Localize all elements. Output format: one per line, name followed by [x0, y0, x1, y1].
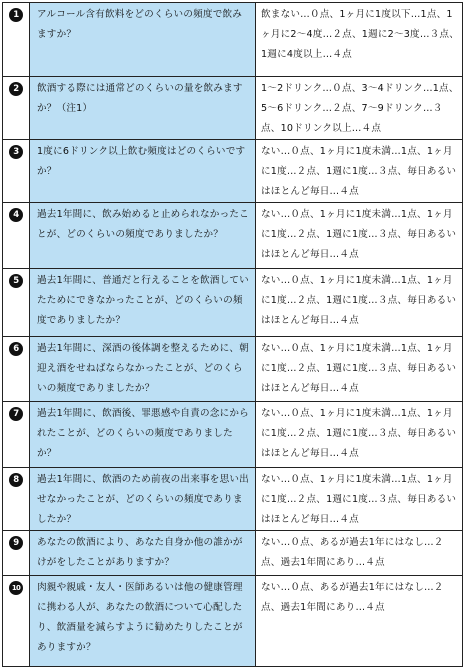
question-cell: [30, 468, 256, 531]
row-number-badge: 4: [9, 208, 23, 222]
question-text: あなたの飲酒により、あなた自身か他の誰かがけがをしたことがありますか？: [37, 537, 243, 568]
question-text: 飲酒する際には通常どのくらいの量を飲みますか？（注1）: [37, 83, 243, 114]
table-row: [3, 531, 463, 576]
question-cell: [30, 402, 256, 468]
table-row: [3, 140, 463, 203]
row-number-badge: 7: [9, 407, 23, 421]
audit-questionnaire-table: [2, 2, 463, 667]
row-number-cell: [3, 337, 30, 402]
question-cell: [30, 576, 256, 667]
question-text: 過去1年間に、深酒の後体調を整えるために、朝迎え酒をせねばならなかったことが、どのくらいの頻度でありましたか？: [37, 343, 249, 394]
row-number-badge: 3: [9, 145, 23, 159]
answer-text: ない…０点、あるが過去1年にはなし…２点、過去1年間にあり…４点: [261, 582, 444, 613]
row-number-badge: 5: [9, 274, 23, 288]
question-cell: [30, 337, 256, 402]
question-text: 過去1年間に、飲酒のため前夜の出来事を思い出せなかったことが、どのくらいの頻度でありましたか？: [37, 474, 249, 525]
answer-cell: [256, 140, 463, 203]
answer-text: ない…０点、1ヶ月に1度未満…1点、1ヶ月に1度…２点、1週に1度…３点、毎日あるいはほとんど毎日…４点: [261, 275, 457, 326]
answer-cell: [256, 3, 463, 77]
question-text: 肉親や親戚・友人・医師あるいは他の健康管理に携わる人が、あなたの飲酒について心配したり、飲酒量を減らすように勧めたりしたことがありますか？: [37, 582, 243, 653]
table-row: [3, 468, 463, 531]
table-row: [3, 77, 463, 140]
answer-text: ない…０点、1ヶ月に1度未満…1点、1ヶ月に1度…２点、1週に1度…３点、毎日あるいはほとんど毎日…４点: [261, 343, 457, 394]
answer-cell: [256, 531, 463, 576]
answer-text: ない…０点、1ヶ月に1度未満…1点、1ヶ月に1度…２点、1週に1度…３点、毎日あるいはほとんど毎日…４点: [261, 209, 457, 260]
table-row: [3, 337, 463, 402]
question-text: 過去1年間に、飲み始めると止められなかったことが、どのくらいの頻度でありましたか？: [37, 209, 249, 240]
row-number-cell: [3, 3, 30, 77]
question-cell: [30, 203, 256, 269]
row-number-cell: [3, 576, 30, 667]
question-text: 過去1年間に、飲酒後、罪悪感や自責の念にかられたことが、どのくらいの頻度でありましたか？: [37, 408, 249, 459]
question-cell: [30, 140, 256, 203]
answer-cell: [256, 402, 463, 468]
answer-cell: [256, 203, 463, 269]
row-number-badge: 6: [9, 342, 23, 356]
row-number-cell: [3, 140, 30, 203]
question-cell: [30, 269, 256, 337]
row-number-cell: [3, 269, 30, 337]
row-number-cell: [3, 468, 30, 531]
row-number-badge: 10: [9, 581, 23, 595]
answer-cell: [256, 337, 463, 402]
question-text: 過去1年間に、普通だと行えることを飲酒していたためにできなかったことが、どのくらいの頻度でありましたか？: [37, 275, 249, 326]
answer-cell: [256, 269, 463, 337]
row-number-cell: [3, 402, 30, 468]
answer-cell: [256, 576, 463, 667]
table-row: [3, 402, 463, 468]
question-text: アルコール含有飲料をどのくらいの頻度で飲みますか？: [37, 9, 243, 40]
table-row: [3, 269, 463, 337]
table-row: [3, 576, 463, 667]
question-cell: [30, 3, 256, 77]
answer-text: ない…０点、あるが過去1年にはなし…２点、過去1年間にあり…４点: [261, 537, 444, 568]
row-number-badge: 1: [9, 8, 23, 22]
row-number-cell: [3, 531, 30, 576]
answer-text: 飲まない…０点、1ヶ月に1度以下…1点、1ヶ月に2～4度…２点、1週に2～3度…３点、1週に4度以上…４点: [261, 9, 460, 60]
answer-text: ない…０点、1ヶ月に1度未満…1点、1ヶ月に1度…２点、1週に1度…３点、毎日あるいはほとんど毎日…４点: [261, 408, 457, 459]
row-number-cell: [3, 203, 30, 269]
row-number-badge: 2: [9, 82, 23, 96]
row-number-badge: 9: [9, 536, 23, 550]
question-cell: [30, 531, 256, 576]
answer-text: ない…０点、1ヶ月に1度未満…1点、1ヶ月に1度…２点、1週に1度…３点、毎日あるいはほとんど毎日…４点: [261, 146, 457, 197]
table-row: [3, 203, 463, 269]
answer-cell: [256, 468, 463, 531]
question-text: 1度に6ドリンク以上飲む頻度はどのくらいですか？: [37, 146, 246, 177]
row-number-cell: [3, 77, 30, 140]
answer-text: ない…０点、1ヶ月に1度未満…1点、1ヶ月に1度…２点、1週に1度…３点、毎日あるいはほとんど毎日…４点: [261, 474, 457, 525]
question-cell: [30, 77, 256, 140]
answer-cell: [256, 77, 463, 140]
row-number-badge: 8: [9, 473, 23, 487]
answer-text: 1～2ドリンク…０点、3～4ドリンク…1点、5～6ドリンク…２点、7～9ドリンク…３点、10ドリンク以上…４点: [261, 83, 459, 134]
table-row: [3, 3, 463, 77]
